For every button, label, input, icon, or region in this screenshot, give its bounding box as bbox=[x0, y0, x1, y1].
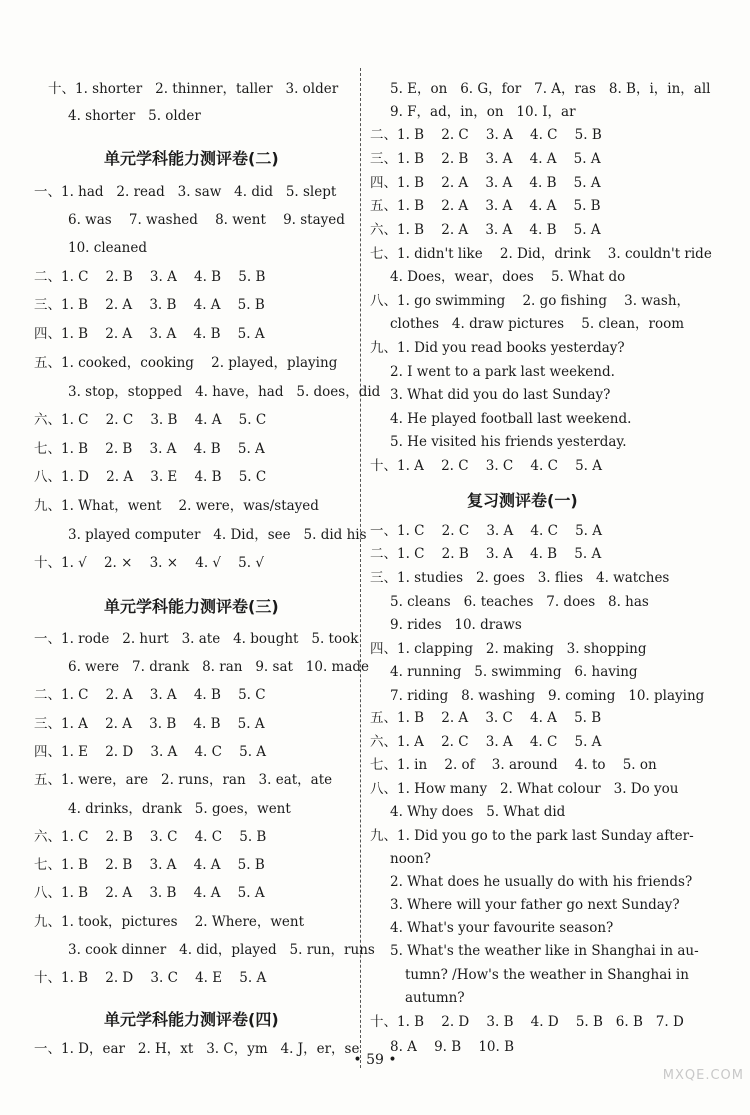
answer-line: 十、1. A 2. C 3. C 4. C 5. A bbox=[370, 458, 603, 474]
answer-line: 10. cleaned bbox=[68, 240, 148, 256]
answer-line: 3. cook dinner 4. did，played 5. run，runs bbox=[68, 942, 375, 958]
answer-line: 一、1. D，ear 2. H，xt 3. C，ym 4. J，er，se bbox=[34, 1041, 360, 1057]
answer-line: 一、1. C 2. C 3. A 4. C 5. A bbox=[370, 523, 603, 539]
answer-line: 一、1. rode 2. hurt 3. ate 4. bought 5. took bbox=[34, 631, 359, 647]
answer-line: 六、1. C 2. C 3. B 4. A 5. C bbox=[34, 412, 267, 428]
answer-line: 九、1. What，went 2. were，was/stayed bbox=[34, 498, 319, 514]
answer-line: 3. played computer 4. Did，see 5. did his bbox=[68, 527, 367, 543]
answer-line: 8. A 9. B 10. B bbox=[390, 1039, 515, 1055]
answer-line: 十、1. shorter 2. thinner，taller 3. older bbox=[48, 81, 339, 97]
section-heading: 单元学科能力测评卷(四) bbox=[104, 1010, 279, 1029]
answer-line: 十、1. B 2. D 3. C 4. E 5. A bbox=[34, 970, 267, 986]
answer-line: 4. What's your favourite season? bbox=[390, 920, 614, 936]
answer-line: 二、1. C 2. B 3. A 4. B 5. A bbox=[370, 546, 602, 562]
answer-line: autumn? bbox=[405, 990, 465, 1006]
answer-line: 5. He visited his friends yesterday. bbox=[390, 434, 627, 450]
answer-line: 三、1. A 2. A 3. B 4. B 5. A bbox=[34, 716, 265, 732]
answer-line: 4. shorter 5. older bbox=[68, 108, 201, 124]
answer-line: 五、1. were，are 2. runs，ran 3. eat，ate bbox=[34, 772, 333, 788]
answer-line: 5. E，on 6. G，for 7. A，ras 8. B，i，in，all bbox=[390, 81, 711, 97]
answer-line: 五、1. B 2. A 3. A 4. A 5. B bbox=[370, 198, 601, 214]
answer-line: 4. Does，wear，does 5. What do bbox=[390, 269, 626, 285]
answer-line: 七、1. B 2. B 3. A 4. A 5. B bbox=[34, 857, 265, 873]
answer-line: 5. cleans 6. teaches 7. does 8. has bbox=[390, 594, 649, 610]
answer-line: 9. F，ad，in，on 10. I，ar bbox=[390, 104, 576, 120]
answer-line: 二、1. C 2. B 3. A 4. B 5. B bbox=[34, 269, 266, 285]
column-divider bbox=[360, 68, 361, 1068]
page-number: • 59 • bbox=[353, 1052, 397, 1068]
answer-line: 三、1. B 2. A 3. B 4. A 5. B bbox=[34, 297, 265, 313]
watermark: MXQE.COM bbox=[662, 1068, 744, 1083]
answer-line: 八、1. D 2. A 3. E 4. B 5. C bbox=[34, 469, 267, 485]
answer-line: 三、1. studies 2. goes 3. flies 4. watches bbox=[370, 570, 670, 586]
answer-line: 一、1. had 2. read 3. saw 4. did 5. slept bbox=[34, 184, 337, 200]
answer-line: 八、1. go swimming 2. go fishing 3. wash， bbox=[370, 293, 691, 309]
answer-line: 十、1. √ 2. × 3. × 4. √ 5. √ bbox=[34, 555, 264, 571]
answer-line: 六、1. B 2. A 3. A 4. B 5. A bbox=[370, 222, 601, 238]
answer-line: 五、1. B 2. A 3. C 4. A 5. B bbox=[370, 710, 602, 726]
answer-line: 四、1. B 2. A 3. A 4. B 5. A bbox=[34, 326, 265, 342]
answer-line: 3. stop，stopped 4. have，had 5. does，did bbox=[68, 384, 381, 400]
answer-line: 5. What's the weather like in Shanghai in au- bbox=[390, 943, 699, 959]
answer-line: 四、1. E 2. D 3. A 4. C 5. A bbox=[34, 744, 267, 760]
answer-line: 七、1. in 2. of 3. around 4. to 5. on bbox=[370, 757, 657, 773]
answer-line: 六、1. A 2. C 3. A 4. C 5. A bbox=[370, 734, 602, 750]
answer-line: 七、1. didn't like 2. Did，drink 3. couldn't ride bbox=[370, 246, 712, 262]
section-heading: 单元学科能力测评卷(三) bbox=[104, 597, 279, 616]
section-heading: 复习测评卷(一) bbox=[467, 491, 578, 510]
answer-line: 6. was 7. washed 8. went 9. stayed bbox=[68, 212, 345, 228]
answer-line: 二、1. C 2. A 3. A 4. B 5. C bbox=[34, 687, 266, 703]
answer-line: 9. rides 10. draws bbox=[390, 617, 522, 633]
answer-line: 2. What does he usually do with his friends? bbox=[390, 874, 693, 890]
answer-line: 四、1. B 2. A 3. A 4. B 5. A bbox=[370, 175, 601, 191]
answer-line: 4. drinks，drank 5. goes，went bbox=[68, 801, 291, 817]
answer-line: 五、1. cooked，cooking 2. played，playing bbox=[34, 355, 338, 371]
section-heading: 单元学科能力测评卷(二) bbox=[104, 149, 279, 168]
answer-line: 三、1. B 2. B 3. A 4. A 5. A bbox=[370, 151, 601, 167]
answer-line: 2. I went to a park last weekend. bbox=[390, 364, 615, 380]
answer-line: 七、1. B 2. B 3. A 4. B 5. A bbox=[34, 441, 265, 457]
answer-line: 4. running 5. swimming 6. having bbox=[390, 664, 638, 680]
answer-line: 7. riding 8. washing 9. coming 10. playing bbox=[390, 688, 705, 704]
answer-line: 3. Where will your father go next Sunday? bbox=[390, 897, 680, 913]
answer-line: 4. He played football last weekend. bbox=[390, 411, 632, 427]
answer-line: 4. Why does 5. What did bbox=[390, 804, 566, 820]
answer-line: 八、1. How many 2. What colour 3. Do you bbox=[370, 781, 679, 797]
answer-line: 四、1. clapping 2. making 3. shopping bbox=[370, 641, 647, 657]
answer-line: 九、1. took，pictures 2. Where，went bbox=[34, 914, 305, 930]
answer-line: 六、1. C 2. B 3. C 4. C 5. B bbox=[34, 829, 267, 845]
answer-line: 6. were 7. drank 8. ran 9. sat 10. made bbox=[68, 659, 370, 675]
answer-line: 八、1. B 2. A 3. B 4. A 5. A bbox=[34, 885, 265, 901]
answer-line: tumn? /How's the weather in Shanghai in bbox=[405, 967, 689, 983]
answer-line: 十、1. B 2. D 3. B 4. D 5. B 6. B 7. D bbox=[370, 1014, 684, 1030]
answer-line: clothes 4. draw pictures 5. clean，room bbox=[390, 316, 685, 332]
answer-line: noon? bbox=[390, 851, 431, 867]
answer-line: 九、1. Did you read books yesterday? bbox=[370, 340, 625, 356]
answer-line: 九、1. Did you go to the park last Sunday after- bbox=[370, 828, 694, 844]
answer-line: 3. What did you do last Sunday? bbox=[390, 387, 611, 403]
answer-line: 二、1. B 2. C 3. A 4. C 5. B bbox=[370, 127, 602, 143]
